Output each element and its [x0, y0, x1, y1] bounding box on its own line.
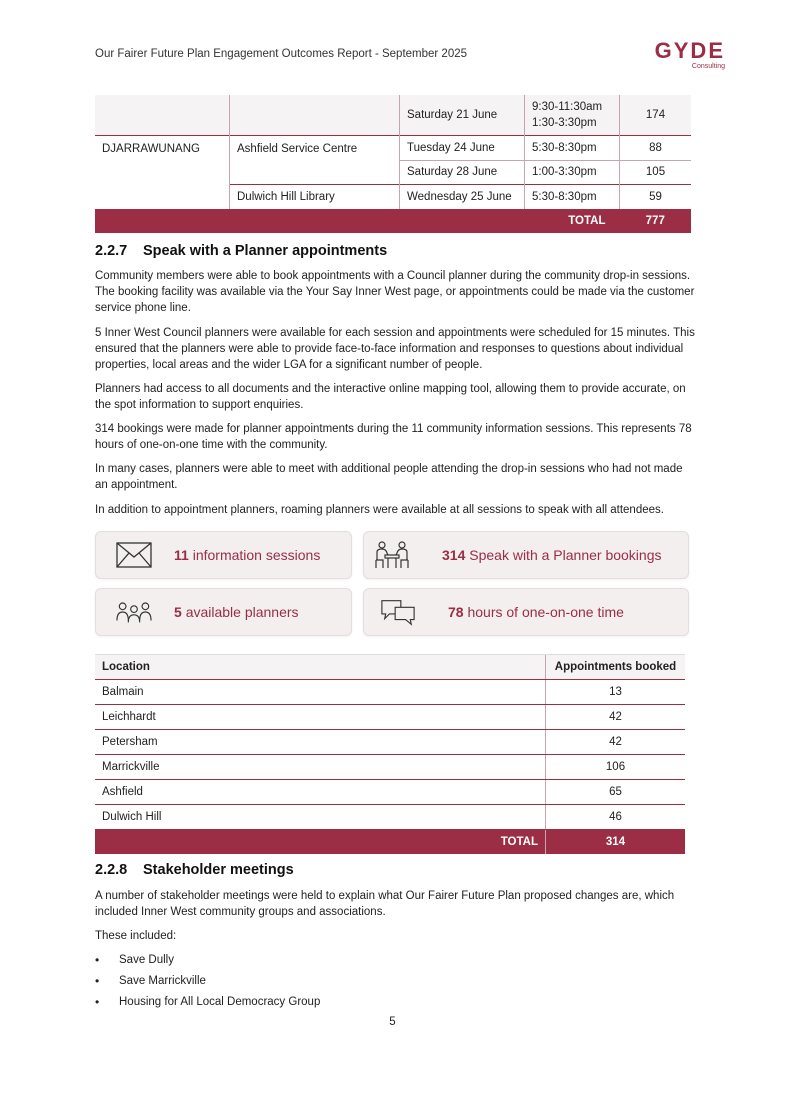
people-icon	[116, 597, 152, 627]
table-row	[95, 705, 685, 730]
stat-panel-planners	[95, 588, 352, 636]
count-cell: 42	[546, 705, 686, 730]
section-number: 2.2.7	[95, 243, 128, 259]
ward-name: DJARRAWUNANG	[95, 135, 230, 209]
location-cell: Marrickville	[95, 755, 546, 780]
table-row	[95, 755, 685, 780]
location-cell: Balmain	[95, 680, 546, 705]
venue-name: Ashfield Service Centre	[230, 135, 400, 184]
stat-label: hours of one-on-one time	[467, 604, 624, 620]
stat-panel-sessions	[95, 531, 352, 579]
envelope-icon	[116, 540, 152, 570]
table-row	[95, 805, 685, 830]
session-time: 5:30-8:30pm	[525, 184, 620, 209]
session-count: 174	[620, 95, 692, 135]
paragraph: In many cases, planners were able to meet with additional people attending the drop-in sessions who had not made an appointment.	[95, 463, 683, 491]
stat-text	[442, 547, 661, 563]
session-time-line: 9:30-11:30am	[532, 100, 603, 113]
section-number: 2.2.8	[95, 862, 128, 878]
paragraph: A number of stakeholder meetings were held to explain what Our Fairer Future Plan proposed changes are, which included Inner West community groups and associations.	[95, 890, 675, 918]
list-item: • Save Dully	[95, 952, 320, 973]
session-day: Wednesday 25 June	[400, 184, 525, 209]
location-cell: Ashfield	[95, 780, 546, 805]
total-label: TOTAL	[95, 209, 620, 233]
count-cell: 106	[546, 755, 686, 780]
table-row	[95, 730, 685, 755]
paragraph: In addition to appointment planners, roaming planners were available at all sessions to speak with all attendees.	[95, 504, 664, 516]
page-number: 5	[389, 1016, 396, 1028]
logo-word: GYDE	[654, 38, 725, 63]
paragraph: Community members were able to book appointments with a Council planner during the community drop-in sessions. The booking facility was available via the Your Say Inner West page, or appointments could be made via the customer service phone line.	[95, 270, 695, 314]
stat-label: Speak with a Planner bookings	[469, 547, 662, 563]
stat-panel-hours	[363, 588, 689, 636]
meeting-icon	[374, 540, 410, 570]
total-value: 314	[546, 830, 686, 855]
section-title: Speak with a Planner appointments	[143, 243, 388, 259]
stat-label: information sessions	[192, 547, 321, 563]
paragraph: These included:	[95, 930, 177, 942]
session-time: 1:00-3:30pm	[525, 160, 620, 184]
paragraph: 5 Inner West Council planners were available for each session and appointments were scheduled for 15 minutes. This ensured that the planners were able to provide face-to-face information and responses to questions about individual properties, local areas and the wider LGA for a significant number of people.	[95, 327, 695, 371]
venue-name: Dulwich Hill Library	[230, 184, 400, 209]
table-header-row	[95, 655, 685, 680]
total-value: 777	[620, 209, 692, 233]
appointments-total-row	[95, 830, 685, 855]
session-day: Saturday 28 June	[400, 160, 525, 184]
gyde-logo	[637, 40, 725, 71]
session-count: 59	[620, 184, 692, 209]
stakeholder-list	[95, 952, 320, 1015]
count-cell: 46	[546, 805, 686, 830]
section-heading-2-2-7	[95, 243, 387, 259]
total-label: TOTAL	[95, 830, 546, 855]
location-cell: Dulwich Hill	[95, 805, 546, 830]
appointments-table	[95, 654, 685, 854]
session-day: Tuesday 24 June	[400, 135, 525, 160]
session-time	[525, 95, 620, 135]
stat-text	[448, 604, 624, 620]
list-item: • Housing for All Local Democracy Group	[95, 994, 320, 1015]
stat-text	[174, 604, 299, 620]
stat-panel-bookings	[363, 531, 689, 579]
stat-number: 78	[448, 604, 464, 620]
location-cell: Petersham	[95, 730, 546, 755]
stat-number: 314	[442, 547, 466, 563]
table-row	[95, 780, 685, 805]
stat-label: available planners	[185, 604, 299, 620]
stat-text	[174, 547, 320, 563]
location-cell: Leichhardt	[95, 705, 546, 730]
column-header-location: Location	[95, 655, 546, 680]
paragraph: Planners had access to all documents and the interactive online mapping tool, allowing them to provide accurate, on the spot information to support enquiries.	[95, 383, 686, 411]
session-schedule-table	[95, 95, 691, 233]
section-title: Stakeholder meetings	[143, 862, 294, 878]
list-item: • Save Marrickville	[95, 973, 320, 994]
count-cell: 65	[546, 780, 686, 805]
paragraph: 314 bookings were made for planner appointments during the 11 community information sessions. This represents 78 hours of one-on-one time with the community.	[95, 423, 692, 451]
session-time: 5:30-8:30pm	[525, 135, 620, 160]
schedule-total-row	[95, 209, 691, 233]
logo-subtitle: Consulting	[691, 63, 725, 70]
section-heading-2-2-8	[95, 862, 294, 878]
count-cell: 42	[546, 730, 686, 755]
chat-icon	[380, 597, 416, 627]
session-count: 88	[620, 135, 692, 160]
session-time-line: 1:30-3:30pm	[532, 116, 597, 129]
session-count: 105	[620, 160, 692, 184]
stat-number: 11	[174, 547, 189, 563]
stat-number: 5	[174, 604, 182, 620]
session-day: Saturday 21 June	[400, 95, 525, 135]
report-header-title: Our Fairer Future Plan Engagement Outcomes Report - September 2025	[95, 48, 468, 60]
count-cell: 13	[546, 680, 686, 705]
column-header-appointments: Appointments booked	[546, 655, 686, 680]
table-row	[95, 680, 685, 705]
